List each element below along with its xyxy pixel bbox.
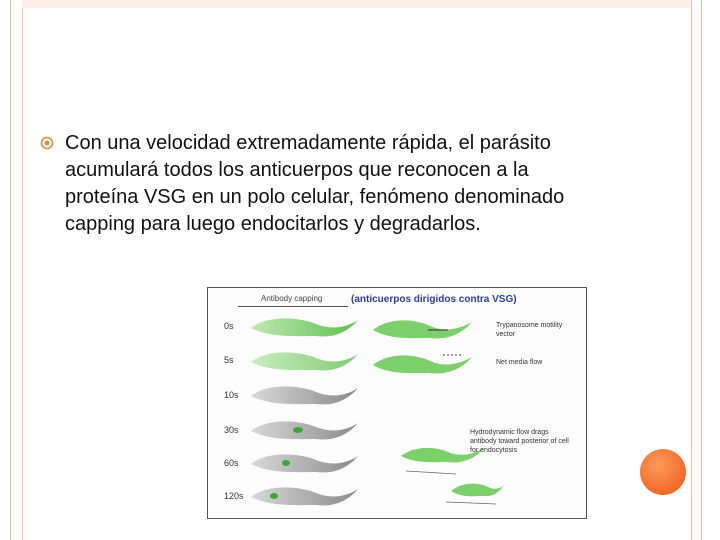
sun-bullet-icon <box>40 136 54 150</box>
bullet-item <box>40 130 600 238</box>
antibody-capping-figure <box>207 287 587 519</box>
time-label: 120s <box>224 491 244 501</box>
figure-title: (anticuerpos dirigidos contra VSG) <box>351 294 517 305</box>
right-frame-border <box>691 0 702 540</box>
note-hydrodynamic-drag: Hydrodynamic flow drags antibody toward posterior of cell for endocytosis <box>470 429 569 454</box>
trypanosome-motility-illustration <box>368 310 478 380</box>
trypanosome-sequence-illustration <box>246 310 366 515</box>
note-net-flow: Net media flow <box>496 359 543 366</box>
time-label: 0s <box>224 321 234 331</box>
note-motility-vector: Trypanosome motility vector <box>496 322 563 338</box>
bullet-text: Con una velocidad extremadamente rápida, el parásito acumulará todos los anticuerpos que reconocen a la proteína VSG en un polo celular, fenómeno denominado capping para luego endocitarlos y degradarlos. <box>65 132 565 235</box>
top-frame-band <box>22 0 690 8</box>
left-frame-border <box>10 0 23 540</box>
time-label: 10s <box>224 390 239 400</box>
figure-heading: Antibody capping <box>261 294 323 303</box>
decorative-orange-circle <box>640 449 686 495</box>
time-label: 5s <box>224 355 234 365</box>
figure-heading-rule <box>238 306 348 307</box>
time-label: 60s <box>224 458 239 468</box>
time-label: 30s <box>224 425 239 435</box>
